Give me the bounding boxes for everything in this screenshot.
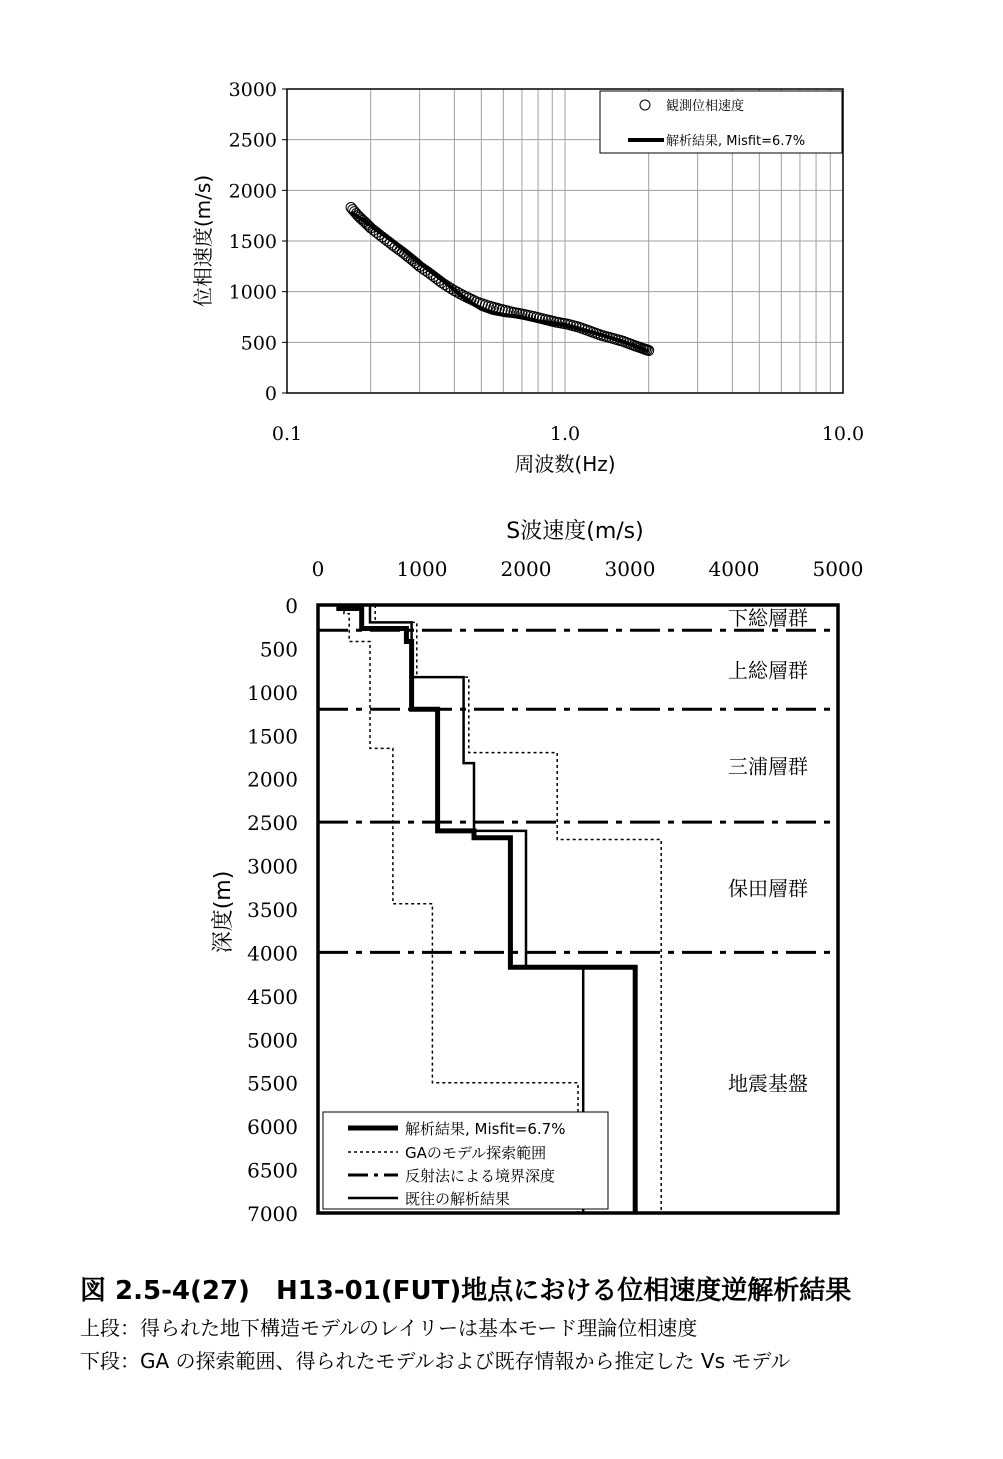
top-y-tick-label: 2000 — [228, 180, 277, 203]
legend-entry-boundary: 反射法による境界深度 — [405, 1167, 556, 1185]
top-y-tick-label: 1500 — [228, 231, 277, 253]
bot-x-tick-label: 0 — [311, 557, 325, 581]
top-y-tick-labels — [229, 79, 287, 405]
bot-y-tick-label: 0 — [285, 594, 298, 618]
legend-circle-marker — [640, 100, 650, 110]
layer-label: 三浦層群 — [728, 754, 808, 779]
top-y-tick-label: 2500 — [228, 129, 277, 152]
top-x-tick-label: 1.0 — [549, 423, 581, 445]
bot-legend — [323, 1112, 608, 1209]
bot-x-tick-labels — [312, 557, 864, 581]
bot-y-tick-label: 4000 — [247, 941, 298, 966]
bot-y-tick-label: 1000 — [247, 680, 298, 705]
bot-y-tick-label: 3500 — [247, 898, 298, 922]
bot-y-tick-label: 500 — [259, 637, 298, 662]
bot-x-axis-title: S波速度(m/s) — [506, 519, 644, 544]
layer-label: 保田層群 — [728, 876, 808, 901]
top-y-tick-label: 0 — [264, 383, 277, 405]
bot-y-tick-label: 7000 — [247, 1202, 298, 1226]
top-y-tick-label: 1000 — [228, 281, 277, 304]
top-x-tick-labels — [272, 423, 864, 445]
top-y-axis-label: 位相速度(m/s) — [191, 174, 215, 308]
bot-y-axis-label: 深度(m) — [211, 870, 236, 954]
top-x-tick-label: 10.0 — [821, 423, 865, 445]
bot-x-tick-label: 3000 — [604, 557, 656, 581]
bot-y-tick-label: 3000 — [247, 854, 298, 879]
figure-caption-line1: 上段：得られた地下構造モデルのレイリーは基本モード理論位相速度 — [80, 1316, 698, 1340]
bot-x-tick-label: 5000 — [812, 557, 864, 581]
bot-y-tick-label: 5000 — [247, 1028, 298, 1053]
bot-x-tick-label: 1000 — [396, 557, 448, 581]
legend-result-label: 解析結果, Misfit=6.7% — [666, 134, 806, 149]
top-series-layer — [346, 203, 654, 356]
vs-profile-chart — [211, 519, 863, 1226]
legend-entry-result: 解析結果, Misfit=6.7% — [405, 1120, 566, 1138]
bot-y-tick-label: 6500 — [247, 1158, 298, 1183]
layer-label: 上総層群 — [728, 658, 808, 683]
top-x-tick-label: 0.1 — [271, 423, 303, 445]
figure-caption-title: 図 2.5-4(27) H13-01(FUT)地点における位相速度逆解析結果 — [80, 1276, 852, 1306]
layer-label: 地震基盤 — [728, 1071, 808, 1096]
legend-entry-ga-range: GAのモデル探索範囲 — [405, 1144, 547, 1162]
bot-y-tick-label: 2000 — [247, 767, 298, 792]
bot-y-tick-label: 1500 — [247, 724, 298, 749]
top-y-tick-label: 500 — [240, 332, 277, 355]
figure-caption-line2: 下段：GA の探索範囲、得られたモデルおよび既存情報から推定した Vs モデル — [80, 1349, 791, 1373]
layer-label: 下総層群 — [728, 606, 808, 631]
legend-entry-previous: 既往の解析結果 — [405, 1190, 511, 1208]
bot-x-tick-label: 4000 — [708, 557, 760, 581]
dispersion-chart — [191, 79, 864, 476]
bot-y-tick-label: 5500 — [247, 1071, 298, 1096]
bot-y-tick-labels — [247, 594, 298, 1226]
top-legend — [600, 91, 842, 153]
bot-x-tick-label: 2000 — [500, 557, 552, 581]
bot-y-tick-label: 4500 — [247, 984, 298, 1009]
bot-y-tick-label: 2500 — [247, 811, 298, 836]
legend-observed-label: 観測位相速度 — [666, 99, 745, 114]
layer-labels — [728, 606, 808, 1096]
top-x-axis-label: 周波数(Hz) — [514, 452, 616, 476]
top-y-tick-label: 3000 — [228, 79, 277, 101]
bot-y-tick-label: 6000 — [247, 1115, 298, 1140]
